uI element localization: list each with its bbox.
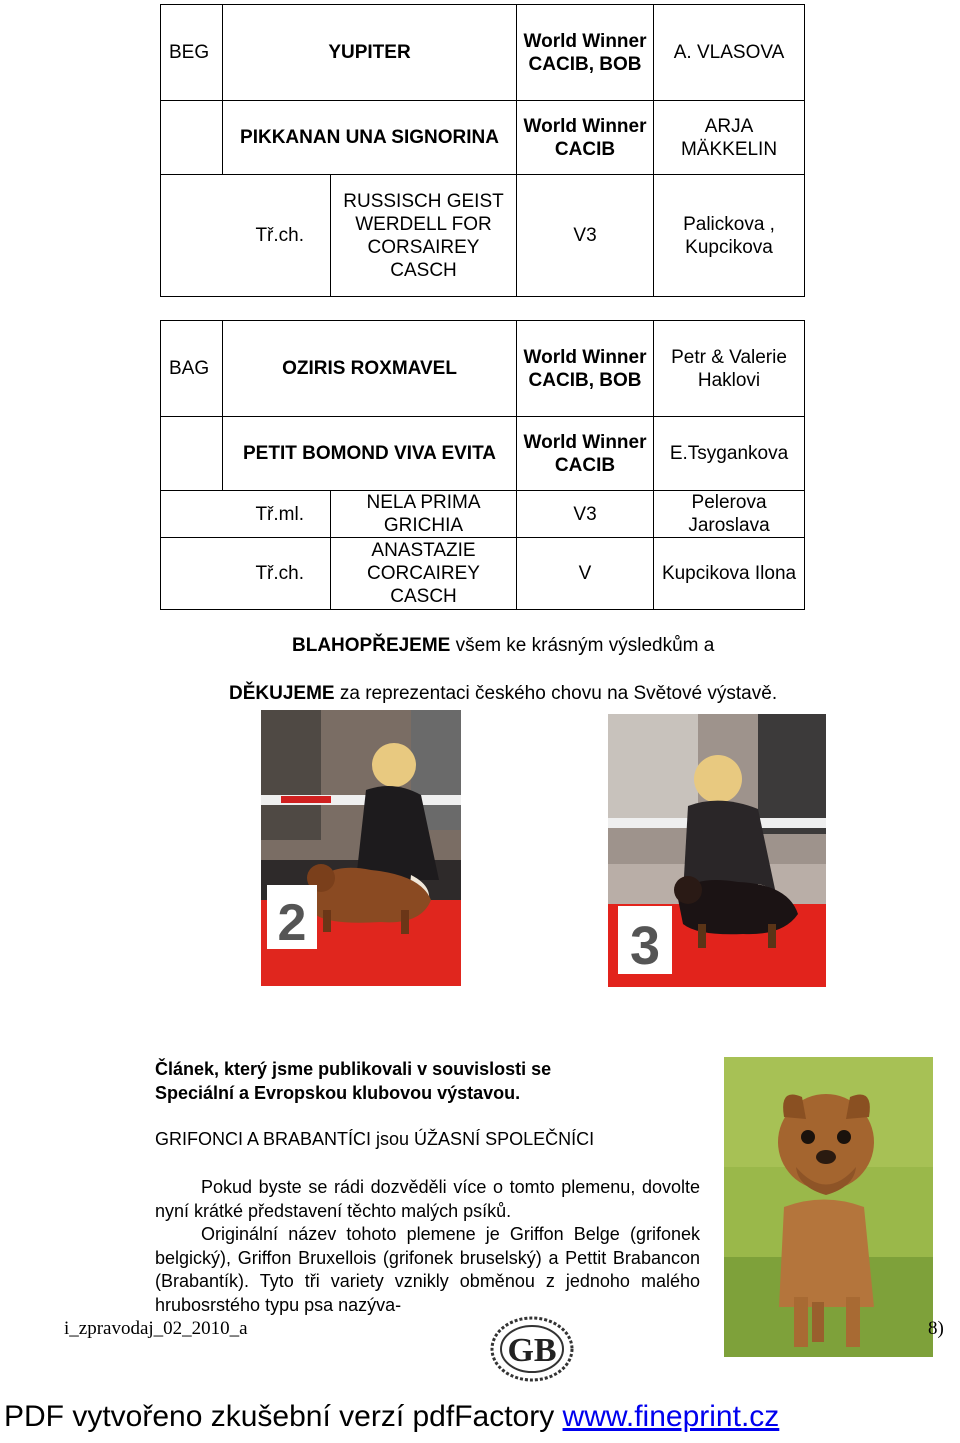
table-row <box>161 417 805 491</box>
article-heading <box>155 1058 700 1105</box>
judge-cell: Kupcikova Ilona <box>654 538 805 610</box>
fineprint-link[interactable]: www.fineprint.cz <box>562 1400 780 1433</box>
judge-cell: ARJA MÄKKELIN <box>654 101 805 175</box>
dog-name-cell: OZIRIS ROXMAVEL <box>223 321 517 417</box>
club-logo-icon <box>490 1316 574 1382</box>
griffon-image <box>724 1057 933 1357</box>
footer-page-number: 8) <box>928 1318 944 1339</box>
photo-right-image <box>608 714 826 987</box>
table-row <box>161 321 805 417</box>
pdf-banner-text: PDF vytvořeno zkušební verzí pdfFactory <box>4 1400 563 1433</box>
judge-cell: E.Tsygankova <box>654 417 805 491</box>
table-row <box>161 5 805 101</box>
title-cell: World Winner CACIB, BOB <box>517 321 654 417</box>
griffon-photo <box>724 1057 933 1357</box>
article-subtitle <box>155 1128 700 1152</box>
thanks-text: za reprezentaci českého chovu na Světové výstavě. <box>334 683 778 704</box>
club-logo-letters: GB <box>507 1332 557 1369</box>
title-cell: V3 <box>517 175 654 297</box>
article-body <box>155 1176 700 1317</box>
results-table-1 <box>160 4 805 297</box>
photo-number-3: 3 <box>629 916 661 976</box>
dog-name-cell: PIKKANAN UNA SIGNORINA <box>223 101 517 175</box>
category-cell: Tř.ch. <box>161 175 331 297</box>
dog-name-cell: YUPITER <box>223 5 517 101</box>
judge-cell: Palickova , Kupcikova <box>654 175 805 297</box>
title-cell: World Winner CACIB <box>517 101 654 175</box>
article-heading-text: Článek, který jsme publikovali v souvislosti se Speciální a Evropskou klubovou výstavou. <box>155 1059 552 1103</box>
dog-name-cell: RUSSISCH GEIST WERDELL FOR CORSAIREY CASCH <box>331 175 517 297</box>
title-cell: V3 <box>517 491 654 538</box>
category-cell <box>161 101 223 175</box>
photo-number-2: 2 <box>277 894 307 952</box>
title-cell: World Winner CACIB <box>517 417 654 491</box>
category-cell: Tř.ch. <box>161 538 331 610</box>
dog-name-cell: ANASTAZIE CORCAIREY CASCH <box>331 538 517 610</box>
footer-filename: i_zpravodaj_02_2010_a <box>64 1318 248 1339</box>
photo-left-image <box>261 710 461 986</box>
article-subtitle-text: GRIFONCI A BRABANTÍCI jsou ÚŽASNÍ SPOLEČNÍCI <box>155 1129 595 1149</box>
club-logo <box>490 1316 574 1382</box>
article-paragraph-1: Pokud byste se rádi dozvěděli více o tomto plemenu, dovolte nyní krátké představení těchto malých psíků. <box>155 1177 700 1221</box>
judge-cell: A. VLASOVA <box>654 5 805 101</box>
congrats-line-1 <box>292 634 714 657</box>
judge-cell: Petr & Valerie Haklovi <box>654 321 805 417</box>
category-cell: BAG <box>161 321 223 417</box>
results-table-2 <box>160 320 805 610</box>
title-cell: World Winner CACIB, BOB <box>517 5 654 101</box>
table-row <box>161 491 805 538</box>
judge-cell: Pelerova Jaroslava <box>654 491 805 538</box>
congrats-text: všem ke krásným výsledkům a <box>450 635 715 656</box>
table-row <box>161 175 805 297</box>
congrats-line-2 <box>229 682 777 705</box>
category-cell <box>161 417 223 491</box>
pdf-factory-banner <box>4 1400 779 1434</box>
thanks-bold: DĚKUJEME <box>229 683 335 704</box>
show-photo-right <box>608 714 826 987</box>
article-paragraph-2: Originální název tohoto plemene je Griffon Belge (grifonek belgický), Griffon Bruxellois (grifonek bruselský) a Pettit Brabancon (Brabantík). Tyto tři variety vznikly obměnou z jednoho malého hrubosrstého typu psa nazýva- <box>155 1224 700 1315</box>
dog-name-cell: NELA PRIMA GRICHIA <box>331 491 517 538</box>
table-row <box>161 538 805 610</box>
category-cell: Tř.ml. <box>161 491 331 538</box>
category-cell: BEG <box>161 5 223 101</box>
congrats-bold: BLAHOPŘEJEME <box>292 635 451 656</box>
dog-name-cell: PETIT BOMOND VIVA EVITA <box>223 417 517 491</box>
show-photo-left <box>261 710 461 986</box>
title-cell: V <box>517 538 654 610</box>
table-row <box>161 101 805 175</box>
